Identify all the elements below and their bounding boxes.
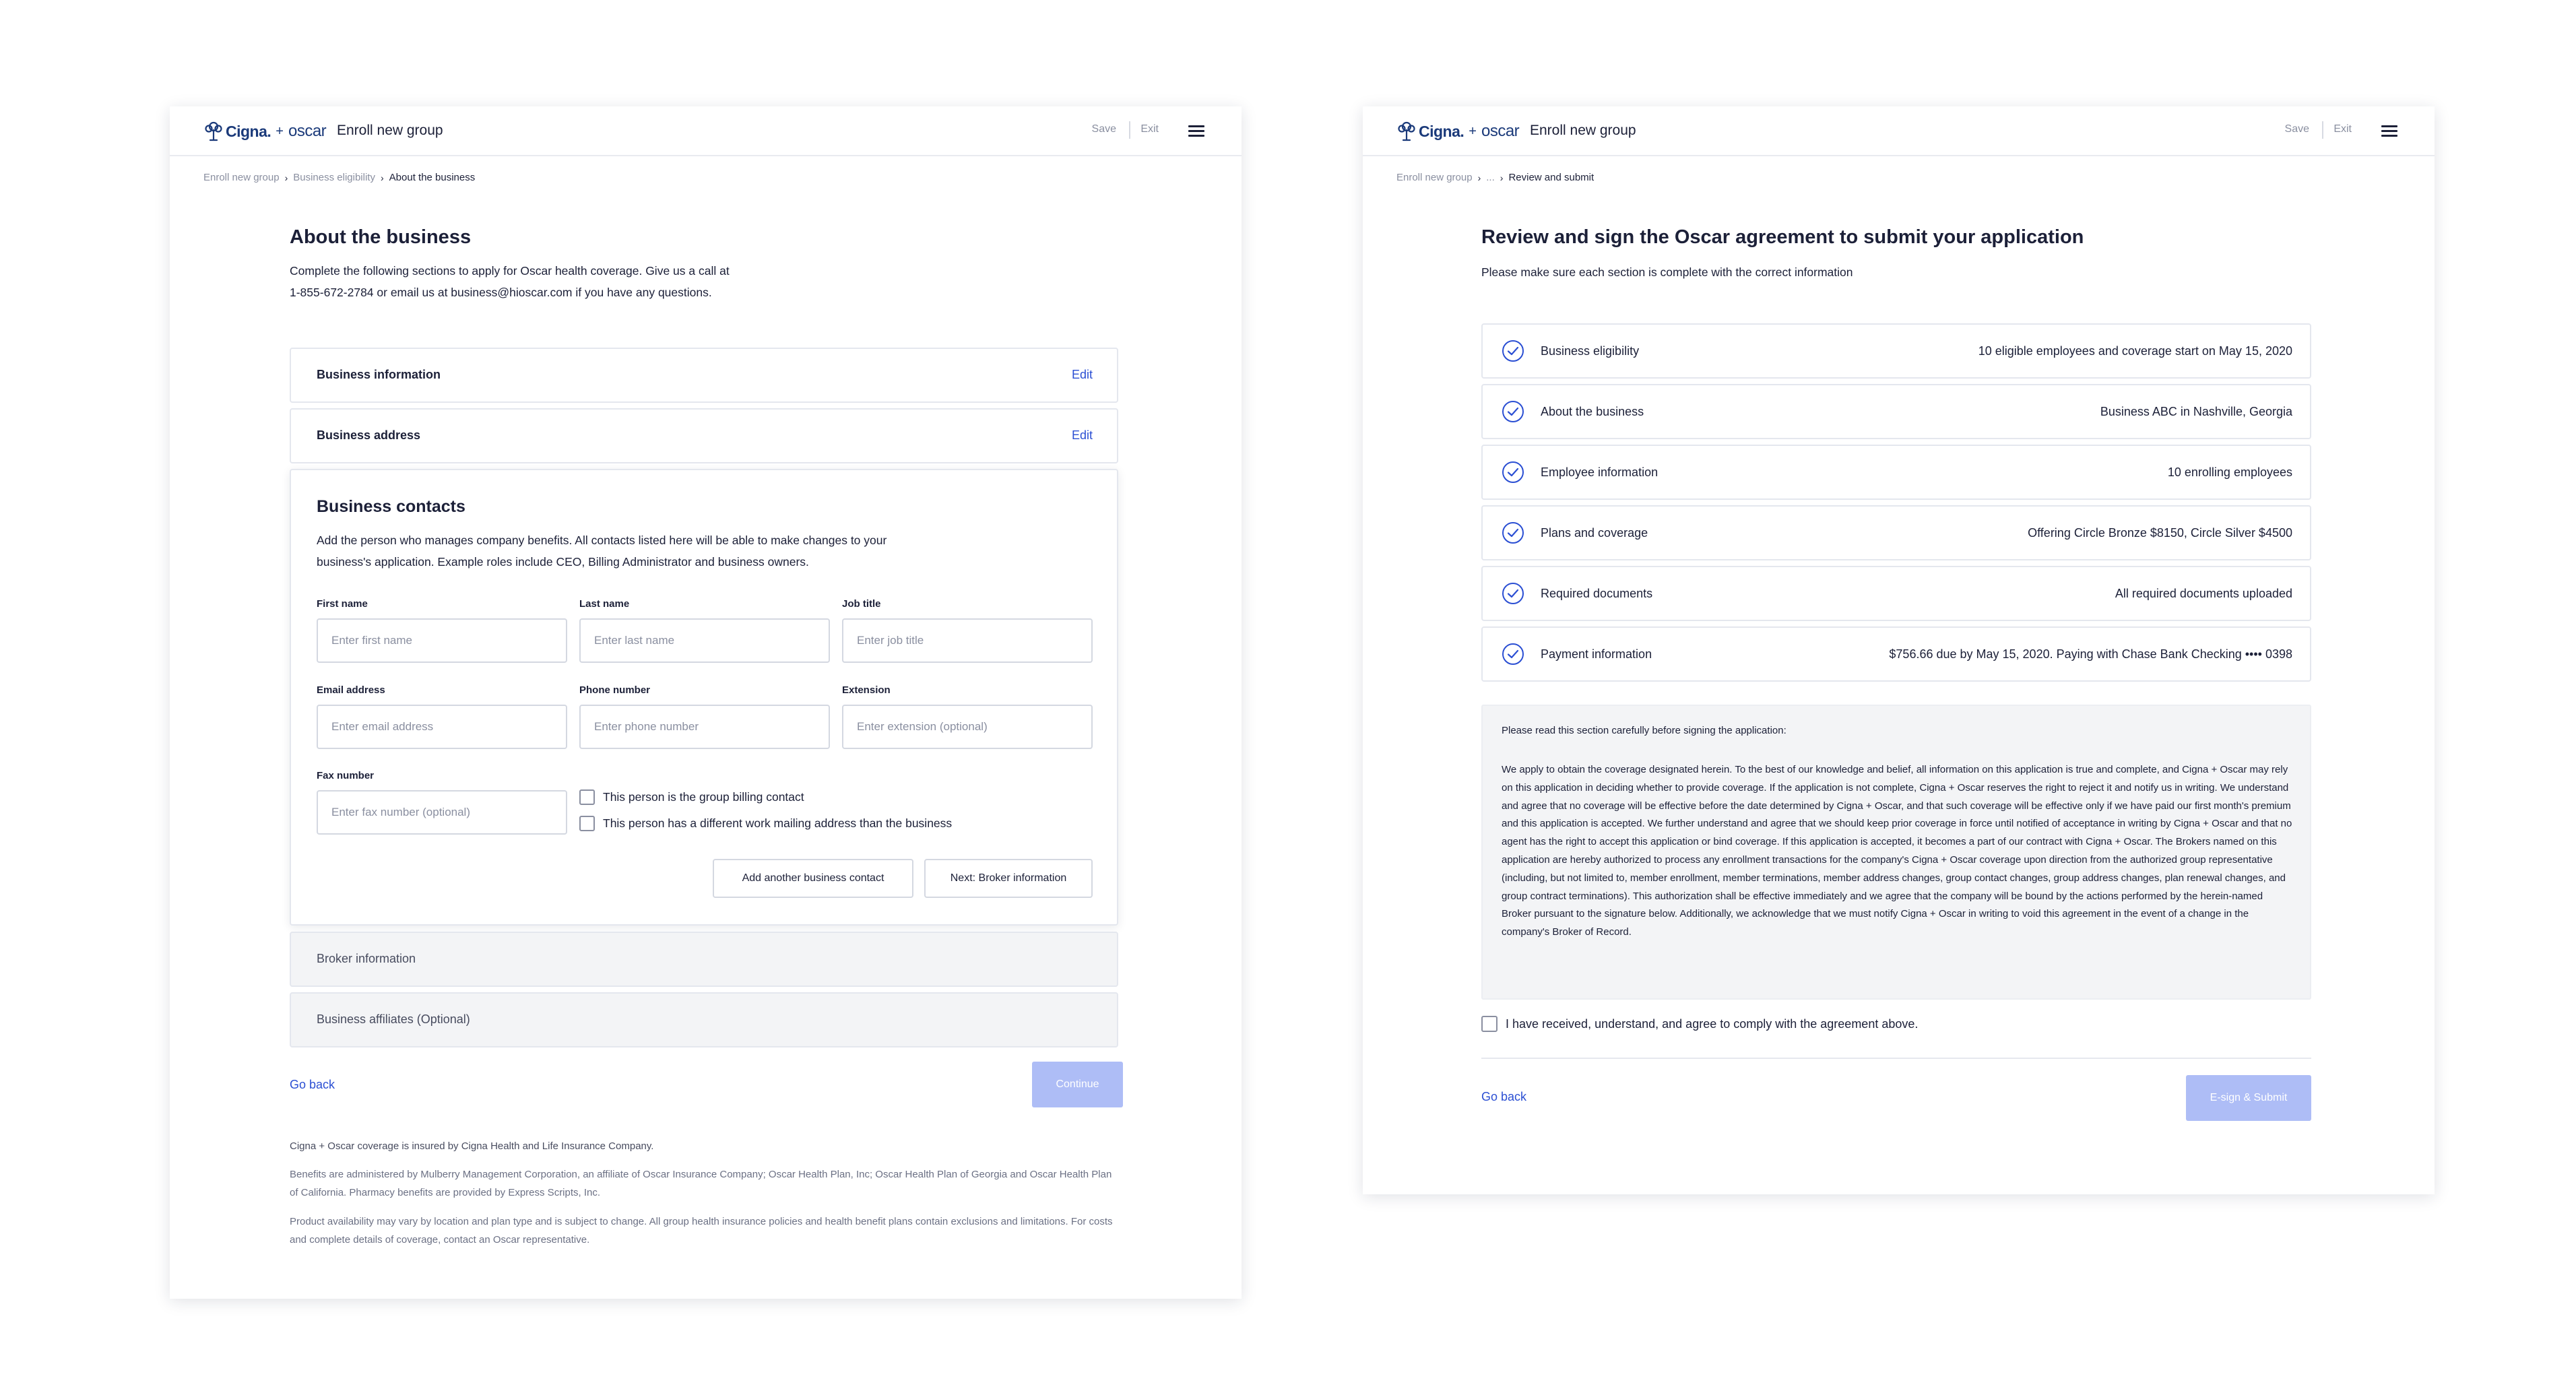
- cigna-wordmark: Cigna.: [226, 122, 271, 140]
- extension-input[interactable]: Enter extension (optional): [842, 705, 1093, 749]
- oscar-wordmark: oscar: [1481, 122, 1520, 140]
- extension-label: Extension: [842, 684, 891, 696]
- breadcrumb-business-eligibility[interactable]: Business eligibility: [293, 172, 375, 183]
- job-title-input[interactable]: Enter job title: [842, 618, 1093, 663]
- save-link[interactable]: Save: [2284, 123, 2309, 135]
- cigna-tree-icon: [203, 121, 224, 142]
- cigna-wordmark: Cigna.: [1419, 122, 1464, 140]
- section-title: Broker information: [317, 952, 416, 965]
- email-label: Email address: [317, 684, 385, 696]
- logo-plus: +: [1469, 123, 1477, 139]
- summary-label: Employee information: [1541, 465, 1659, 479]
- summary-value: 10 enrolling employees: [2167, 465, 2292, 479]
- header-divider: [1129, 121, 1130, 139]
- fax-label: Fax number: [317, 770, 375, 781]
- summary-label: Plans and coverage: [1541, 526, 1648, 540]
- check-circle-icon: [1502, 643, 1524, 666]
- check-circle-icon: [1502, 400, 1524, 423]
- section-title: Business address: [317, 428, 421, 442]
- email-input[interactable]: Enter email address: [317, 705, 567, 749]
- fax-input[interactable]: Enter fax number (optional): [317, 790, 567, 835]
- check-circle-icon: [1502, 461, 1524, 484]
- agreement-body: We apply to obtain the coverage designated herein. To the best of our knowledge and belief, all information on this application is true and complete, and Cigna + Oscar may rely on this application in deciding whether to provide coverage. If the application is not complete, Cigna + Oscar reserves the right to reject it and notify us in writing. We understand and agree that no coverage will be effective before the date determined by Cigna + Oscar, and that such coverage will be effective only if we have paid our first month's premium and this application is accepted. We further understand and agree that we should keep prior coverage in force until notified of acceptance in writing by Cigna + Oscar and that no agent has the right to accept this application or bind coverage. If this application is accepted, it becomes a part of our contract with Cigna + Oscar. The Brokers named on this application are hereby authorized to process any enrollment transactions for the company's Cigna + Oscar coverage upon direction from the authorized group representative (including, but not limited to, member enrollment, member terminations, member address changes, group contact changes, group address changes, plan renewal changes, and group contract terminations). This authorization shall be effective immediately and we agree that the company will be bound by the actions performed by the herein-named Broker pursuant to the signature below. Additionally, we acknowledge that we must notify Cigna + Oscar in writing to void this agreement in the event of a change in the company's Broker of Record.: [1502, 764, 2292, 938]
- checkbox-box[interactable]: [579, 789, 595, 805]
- description-line-1: Add the person who manages company benefits. All contacts listed here will be able to make changes to your: [317, 534, 887, 547]
- summary-value: All required documents uploaded: [2115, 587, 2292, 600]
- about-business-screen: [170, 106, 1242, 1299]
- breadcrumb-current: Review and submit: [1508, 172, 1595, 183]
- logo-plus: +: [276, 123, 284, 139]
- breadcrumb-enroll-new-group[interactable]: Enroll new group: [1396, 172, 1473, 183]
- summary-row-employee-information[interactable]: [1481, 445, 2311, 500]
- business-information-section: [290, 348, 1118, 403]
- breadcrumb-enroll-new-group[interactable]: Enroll new group: [203, 172, 280, 183]
- business-contacts-description: [317, 529, 1017, 573]
- billing-contact-label: This person is the group billing contact: [603, 790, 804, 804]
- agreement-intro: Please read this section carefully before signing the application:: [1502, 725, 1786, 736]
- check-circle-icon: [1502, 521, 1524, 544]
- hamburger-menu-icon[interactable]: [1188, 125, 1204, 137]
- top-navigation-bar: [1363, 106, 2435, 156]
- exit-link[interactable]: Exit: [1140, 123, 1159, 135]
- intro-line-1: Complete the following sections to apply for Oscar health coverage. Give us a call at: [290, 264, 730, 278]
- business-affiliates-section[interactable]: [290, 992, 1118, 1047]
- hamburger-menu-icon[interactable]: [2381, 125, 2397, 137]
- summary-label: About the business: [1541, 405, 1644, 418]
- cigna-oscar-logo[interactable]: [203, 120, 326, 143]
- add-business-contact-button[interactable]: Add another business contact: [713, 859, 913, 898]
- cigna-oscar-logo[interactable]: [1396, 120, 1519, 143]
- last-name-label: Last name: [579, 598, 630, 610]
- page-subtitle: Please make sure each section is complete with the correct information: [1481, 265, 1853, 279]
- summary-row-about-business[interactable]: [1481, 384, 2311, 439]
- cigna-tree-icon: [1396, 121, 1417, 142]
- billing-contact-checkbox[interactable]: [579, 789, 804, 805]
- review-and-submit-screen: [1363, 106, 2435, 1194]
- broker-information-section[interactable]: [290, 932, 1118, 987]
- summary-row-required-documents[interactable]: [1481, 566, 2311, 621]
- go-back-link[interactable]: Go back: [1481, 1090, 1527, 1103]
- exit-link[interactable]: Exit: [2333, 123, 2352, 135]
- summary-row-plans-coverage[interactable]: [1481, 505, 2311, 560]
- save-link[interactable]: Save: [1091, 123, 1116, 135]
- section-title: Business information: [317, 368, 441, 381]
- mailing-address-checkbox[interactable]: [579, 816, 952, 831]
- footer-insurer-note: Cigna + Oscar coverage is insured by Cigna Health and Life Insurance Company.: [290, 1140, 654, 1152]
- edit-business-information-link[interactable]: Edit: [1071, 368, 1093, 381]
- footer-availability-note: Product availability may vary by location and plan type and is subject to change. All group health insurance policies and health benefit plans contain exclusions and limitations. For costs and complete details of coverage, contact an Oscar representative.: [290, 1216, 1113, 1246]
- description-line-2: business's application. Example roles include CEO, Billing Administrator and business owners.: [317, 555, 809, 569]
- mailing-address-label: This person has a different work mailing address than the business: [603, 816, 953, 830]
- agreement-text-box[interactable]: [1481, 705, 2311, 1000]
- next-broker-information-button[interactable]: Next: Broker information: [924, 859, 1093, 898]
- breadcrumb-current: About the business: [389, 172, 476, 183]
- last-name-input[interactable]: Enter last name: [579, 618, 830, 663]
- checkbox-box[interactable]: [1481, 1016, 1498, 1032]
- page-title: About the business: [290, 226, 472, 248]
- business-contacts-title: Business contacts: [317, 497, 465, 516]
- job-title-label: Job title: [842, 598, 881, 610]
- esign-submit-button[interactable]: E-sign & Submit: [2186, 1075, 2311, 1121]
- edit-business-address-link[interactable]: Edit: [1071, 428, 1093, 442]
- summary-value: 10 eligible employees and coverage start on May 15, 2020: [1978, 344, 2292, 358]
- check-circle-icon: [1502, 340, 1524, 362]
- first-name-input[interactable]: Enter first name: [317, 618, 567, 663]
- breadcrumb-ellipsis[interactable]: ...: [1486, 172, 1495, 183]
- breadcrumb: [1396, 172, 1594, 183]
- footer-administration-note: Benefits are administered by Mulberry Management Corporation, an affiliate of Oscar Insurance Company; Oscar Health Plan, Inc; Oscar Health Plan of Georgia and Oscar Health Plan of California. Pharmacy benefits are provided by Express Scripts, Inc.: [290, 1169, 1112, 1198]
- summary-value: $756.66 due by May 15, 2020. Paying with Chase Bank Checking •••• 0398: [1889, 647, 2292, 661]
- check-circle-icon: [1502, 582, 1524, 605]
- top-navigation-bar: [170, 106, 1242, 156]
- agreement-checkbox[interactable]: [1481, 1016, 1918, 1032]
- summary-value: Business ABC in Nashville, Georgia: [2100, 405, 2292, 418]
- summary-row-payment-information[interactable]: [1481, 626, 2311, 682]
- section-title: Business affiliates (Optional): [317, 1012, 470, 1026]
- summary-value: Offering Circle Bronze $8150, Circle Silver $4500: [2028, 526, 2292, 540]
- agreement-checkbox-label: I have received, understand, and agree to comply with the agreement above.: [1506, 1016, 1919, 1031]
- oscar-wordmark: oscar: [288, 122, 327, 140]
- chevron-right-icon: ›: [284, 172, 288, 183]
- breadcrumb: [203, 172, 475, 183]
- go-back-link[interactable]: Go back: [290, 1078, 335, 1091]
- chevron-right-icon: ›: [380, 172, 384, 183]
- business-address-section: [290, 408, 1118, 463]
- phone-input[interactable]: Enter phone number: [579, 705, 830, 749]
- business-contacts-form: [290, 469, 1118, 926]
- chevron-right-icon: ›: [1477, 172, 1481, 183]
- phone-label: Phone number: [579, 684, 651, 696]
- summary-label: Required documents: [1541, 587, 1653, 600]
- checkbox-box[interactable]: [579, 816, 595, 831]
- chevron-right-icon: ›: [1500, 172, 1504, 183]
- first-name-label: First name: [317, 598, 368, 610]
- footer-divider: [1481, 1058, 2311, 1059]
- summary-row-business-eligibility[interactable]: [1481, 323, 2311, 379]
- app-title: Enroll new group: [1530, 123, 1636, 138]
- continue-button[interactable]: Continue: [1032, 1062, 1123, 1107]
- summary-label: Business eligibility: [1541, 344, 1640, 358]
- intro-line-2: 1-855-672-2784 or email us at business@hioscar.com if you have any questions.: [290, 286, 712, 299]
- page-intro: [290, 260, 730, 303]
- page-title: Review and sign the Oscar agreement to submit your application: [1481, 226, 2084, 248]
- header-divider: [2322, 121, 2323, 139]
- app-title: Enroll new group: [337, 123, 443, 138]
- summary-label: Payment information: [1541, 647, 1652, 661]
